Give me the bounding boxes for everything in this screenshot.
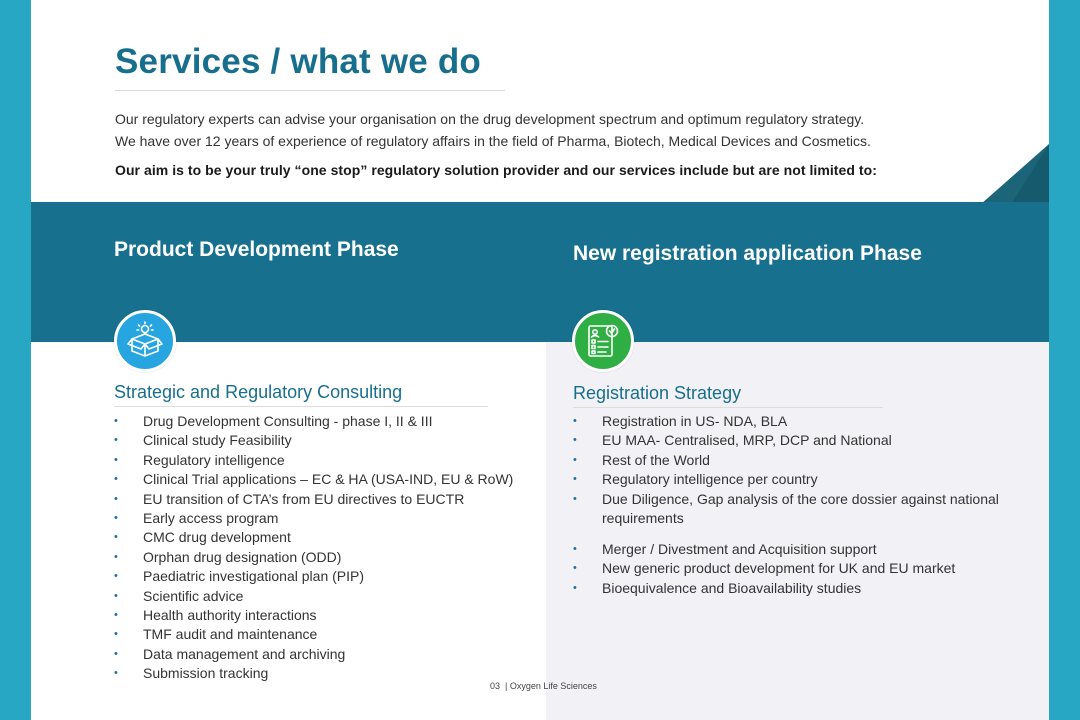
- list-item: • Registration in US- NDA, BLA: [573, 412, 1013, 431]
- list-item: • EU MAA- Centralised, MRP, DCP and National: [573, 431, 1013, 450]
- list-item: • Orphan drug designation (ODD): [114, 548, 534, 567]
- list-item: • Rest of the World: [573, 451, 1013, 470]
- phase-title-product-development: Product Development Phase: [114, 238, 399, 261]
- section-divider-right: [573, 407, 883, 408]
- list-item: • Bioequivalence and Bioavailability studies: [573, 579, 1013, 598]
- list-item: • Regulatory intelligence: [114, 451, 534, 470]
- phase-header-band: [31, 202, 1049, 342]
- list-item: • Data management and archiving: [114, 645, 534, 664]
- page-number: 03: [490, 681, 501, 691]
- footer-company: | Oxygen Life Sciences: [505, 681, 597, 691]
- list-item: • Drug Development Consulting - phase I, II & III: [114, 412, 534, 431]
- list-item: • Scientific advice: [114, 587, 534, 606]
- brochure-page: [31, 0, 1049, 720]
- list-item: • Clinical Trial applications – EC & HA (USA-IND, EU & RoW): [114, 470, 534, 489]
- list-item: • Submission tracking: [114, 664, 534, 683]
- list-item: • Merger / Divestment and Acquisition support: [573, 540, 1013, 559]
- lightbulb-box-icon: [114, 310, 176, 372]
- registration-services-list: [573, 412, 1013, 528]
- corner-decoration: [981, 144, 1049, 204]
- aim-statement: Our aim is to be your truly “one stop” regulatory solution provider and our services include but are not limited to:: [115, 162, 877, 178]
- intro-text: [115, 108, 975, 152]
- list-item: • TMF audit and maintenance: [114, 625, 534, 644]
- intro-line-1: Our regulatory experts can advise your organisation on the drug development spectrum and optimum regulatory strategy.: [115, 111, 865, 127]
- intro-line-2: We have over 12 years of experience of regulatory affairs in the field of Pharma, Biotech, Medical Devices and Cosmetics.: [115, 133, 871, 149]
- list-item: • Due Diligence, Gap analysis of the core dossier against national requirements: [573, 490, 1013, 529]
- list-item: • Clinical study Feasibility: [114, 431, 534, 450]
- section-divider-left: [114, 406, 488, 407]
- section-title-strategic-consulting: Strategic and Regulatory Consulting: [114, 382, 403, 402]
- page-footer: [490, 681, 597, 691]
- phase-title-new-registration: New registration application Phase: [573, 242, 922, 265]
- list-item: • Early access program: [114, 509, 534, 528]
- list-item: • CMC drug development: [114, 528, 534, 547]
- list-item: • Paediatric investigational plan (PIP): [114, 567, 534, 586]
- list-item: • Regulatory intelligence per country: [573, 470, 1013, 489]
- section-title-registration-strategy: Registration Strategy: [573, 383, 742, 403]
- title-divider: [115, 90, 505, 91]
- page-title: Services / what we do: [115, 42, 482, 81]
- list-item: • New generic product development for UK and EU market: [573, 559, 1013, 578]
- list-item: • EU transition of CTA’s from EU directives to EUCTR: [114, 490, 534, 509]
- checklist-document-icon: [572, 310, 634, 372]
- registration-services-list-extra: [573, 540, 1013, 598]
- list-item: • Health authority interactions: [114, 606, 534, 625]
- consulting-services-list: [114, 412, 534, 684]
